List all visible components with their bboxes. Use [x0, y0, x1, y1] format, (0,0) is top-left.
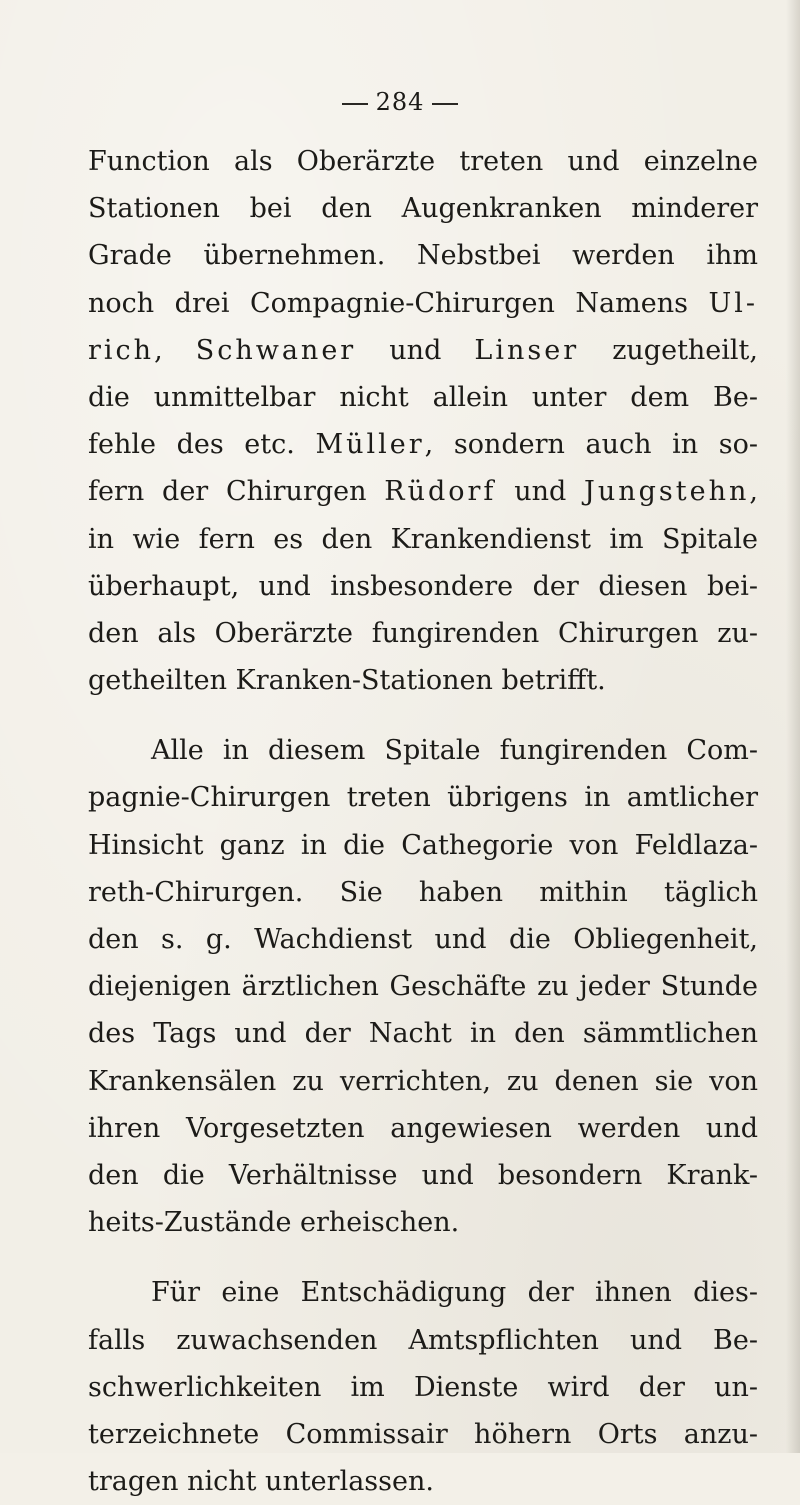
- text-segment: den die Verhältnisse und besondern Krank-: [88, 1159, 758, 1191]
- text-line: [88, 916, 758, 963]
- text-segment: getheilten Kranken-Stationen betrifft.: [88, 665, 606, 697]
- text-segment: pagnie-Chirurgen treten übrigens in amtlicher: [88, 782, 758, 814]
- text-segment: Für eine Entschädigung der ihnen dies-: [151, 1277, 758, 1309]
- text-line: [88, 1269, 758, 1316]
- text-segment: des Tags und der Nacht in den sämmtlichen: [88, 1018, 758, 1050]
- text-segment: falls zuwachsenden Amtspflichten und Be-: [88, 1324, 758, 1356]
- text-segment: diejenigen ärztlichen Geschäfte zu jeder Stunde: [88, 971, 758, 1003]
- spaced-name: Rüdorf: [384, 476, 497, 508]
- text-segment: ,: [749, 476, 758, 508]
- text-line: [88, 1411, 758, 1458]
- text-segment: überhaupt, und insbesondere der diesen bei-: [88, 570, 758, 602]
- text-segment: heits-Zustände erheischen.: [88, 1207, 460, 1239]
- right-dash: [432, 103, 458, 105]
- text-line: [88, 327, 758, 374]
- text-line: [88, 563, 758, 610]
- text-segment: fehle des etc.: [88, 429, 316, 461]
- text-line: [88, 1458, 758, 1505]
- left-dash: [342, 103, 368, 105]
- spaced-name: Schwaner: [195, 334, 357, 366]
- text-segment: und: [356, 334, 475, 366]
- text-segment: den s. g. Wachdienst und die Obliegenheit,: [88, 924, 758, 955]
- text-segment: reth-Chirurgen. Sie haben mithin täglich: [88, 876, 758, 908]
- spaced-name: rich: [88, 334, 155, 366]
- body-text: [88, 138, 758, 1505]
- paragraph-gap: [88, 704, 758, 727]
- text-line: [88, 822, 758, 869]
- text-segment: , sondern auch in so-: [424, 429, 759, 461]
- text-line: [88, 1364, 758, 1411]
- text-line: [88, 1105, 758, 1152]
- text-line: [88, 280, 758, 327]
- paragraph: [88, 1269, 758, 1505]
- text-line: [88, 138, 758, 185]
- text-line: [88, 1199, 758, 1246]
- text-line: [88, 1058, 758, 1105]
- text-segment: Alle in diesem Spitale fungirenden Com-: [151, 735, 758, 767]
- text-segment: tragen nicht unterlassen.: [88, 1466, 434, 1498]
- text-line: [88, 1152, 758, 1199]
- text-line: [88, 1317, 758, 1364]
- text-segment: terzeichnete Commissair höhern Orts anzu-: [88, 1418, 758, 1450]
- spaced-name: Müller: [315, 429, 425, 461]
- paragraph: [88, 138, 758, 704]
- text-line: [88, 774, 758, 821]
- text-line: [88, 516, 758, 563]
- paragraph-gap: [88, 1246, 758, 1269]
- text-segment: den als Oberärzte fungirenden Chirurgen zu-: [88, 617, 758, 649]
- text-segment: Hinsicht ganz in die Cathegorie von Feldlaza-: [88, 829, 758, 861]
- text-segment: schwerlichkeiten im Dienste wird der un-: [88, 1371, 758, 1403]
- text-line: [88, 657, 758, 704]
- text-segment: und: [496, 476, 585, 508]
- page-number-header: [330, 88, 470, 116]
- spaced-name: Ul-: [708, 287, 758, 319]
- text-segment: ,: [154, 334, 196, 366]
- text-segment: zugetheilt,: [579, 334, 758, 366]
- text-segment: die unmittelbar nicht allein unter dem Be-: [88, 381, 758, 413]
- text-segment: fern der Chirurgen: [88, 476, 385, 508]
- text-segment: ihren Vorgesetzten angewiesen werden und: [88, 1112, 758, 1144]
- text-segment: Grade übernehmen. Nebstbei werden ihm: [88, 240, 758, 272]
- text-line: [88, 610, 758, 657]
- text-line: [88, 963, 758, 1010]
- text-line: [88, 468, 758, 515]
- text-segment: Krankensälen zu verrichten, zu denen sie von: [88, 1065, 758, 1097]
- text-line: [88, 185, 758, 232]
- text-line: [88, 232, 758, 279]
- text-segment: in wie fern es den Krankendienst im Spitale: [88, 523, 758, 555]
- text-segment: noch drei Compagnie-Chirurgen Namens: [88, 287, 709, 319]
- text-line: [88, 421, 758, 468]
- page-number: 284: [375, 88, 425, 116]
- text-line: [88, 727, 758, 774]
- text-line: [88, 869, 758, 916]
- text-segment: Function als Oberärzte treten und einzelne: [88, 146, 758, 177]
- text-line: [88, 374, 758, 421]
- text-line: [88, 1010, 758, 1057]
- spaced-name: Linser: [474, 334, 580, 366]
- page-edge-shadow: [786, 0, 800, 1453]
- paragraph: [88, 727, 758, 1246]
- text-segment: Stationen bei den Augenkranken minderer: [88, 193, 758, 225]
- spaced-name: Jungstehn: [584, 476, 750, 508]
